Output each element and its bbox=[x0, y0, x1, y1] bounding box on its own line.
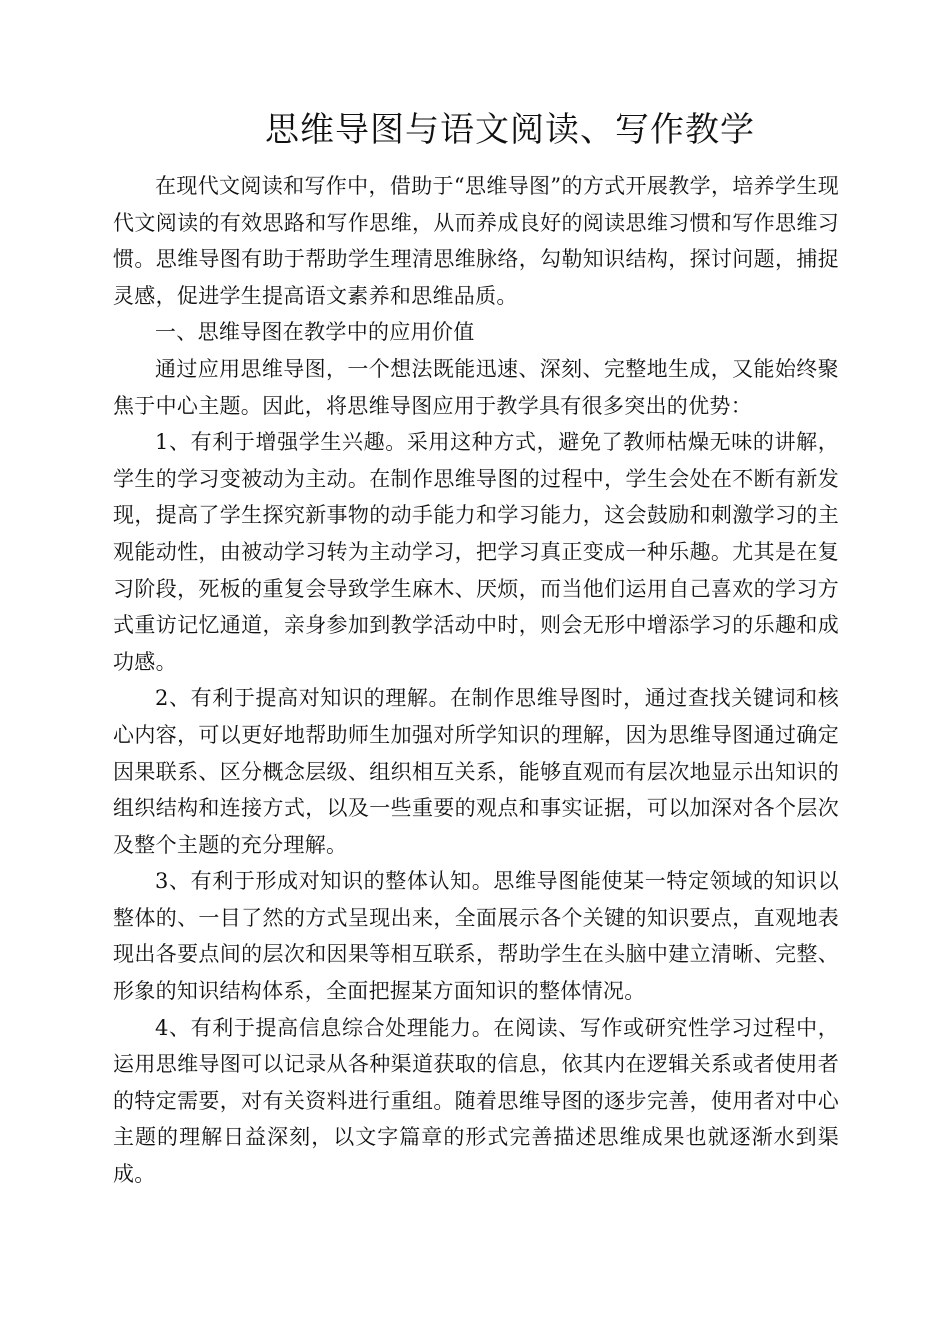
point-3-paragraph: 3、有利于形成对知识的整体认知。思维导图能使某一特定领域的知识以整体的、一目了然的方式呈现出来，全面展示各个关键的知识要点，直观地表现出各要点间的层次和因果等相互联系，帮助学生在头脑中建立清晰、完整、形象的知识结构体系，全面把握某方面知识的整体情况。 bbox=[113, 869, 839, 1004]
point-1-paragraph: 1、有利于增强学生兴趣。采用这种方式，避免了教师枯燥无味的讲解，学生的学习变被动为主动。在制作思维导图的过程中，学生会处在不断有新发现，提高了学生探究新事物的动手能力和学习能力，这会鼓励和刺激学习的主观能动性，由被动学习转为主动学习，把学习真正变成一种乐趣。尤其是在复习阶段，死板的重复会导致学生麻木、厌烦，而当他们运用自己喜欢的学习方式重访记忆通道，亲身参加到教学活动中时，则会无形中增添学习的乐趣和成功感。 bbox=[113, 430, 839, 674]
point-4-paragraph: 4、有利于提高信息综合处理能力。在阅读、写作或研究性学习过程中，运用思维导图可以记录从各种渠道获取的信息，依其内在逻辑关系或者使用者的特定需要，对有关资料进行重组。随着思维导图的逐步完善，使用者对中心主题的理解日益深刻，以文字篇章的形式完善描述思维成果也就逐渐水到渠成。 bbox=[113, 1015, 839, 1187]
document-title: 思维导图与语文阅读、写作教学 bbox=[265, 110, 755, 150]
overview-paragraph: 通过应用思维导图，一个想法既能迅速、深刻、完整地生成，又能始终聚焦于中心主题。因此，将思维导图应用于教学具有很多突出的优势： bbox=[113, 356, 839, 418]
point-2-paragraph: 2、有利于提高对知识的理解。在制作思维导图时，通过查找关键词和核心内容，可以更好地帮助师生加强对所学知识的理解，因为思维导图通过确定因果联系、区分概念层级、组织相互关系，能够直观而有层次地显示出知识的组织结构和连接方式，以及一些重要的观点和事实证据，可以加深对各个层次及整个主题的充分理解。 bbox=[113, 686, 839, 857]
intro-paragraph: 在现代文阅读和写作中，借助于“思维导图”的方式开展教学，培养学生现代文阅读的有效思路和写作思维，从而养成良好的阅读思维习惯和写作思维习惯。思维导图有助于帮助学生理清思维脉络，勾勒知识结构，探讨问题，捕捉灵感，促进学生提高语文素养和思维品质。 bbox=[113, 174, 839, 308]
document-body bbox=[113, 168, 839, 1193]
section-heading: 一、思维导图在教学中的应用价值 bbox=[155, 320, 475, 345]
